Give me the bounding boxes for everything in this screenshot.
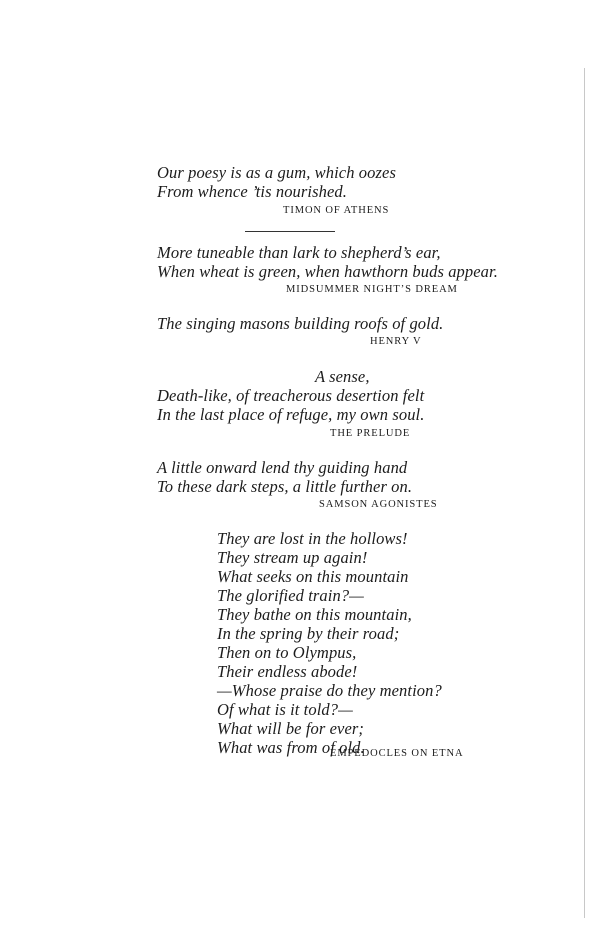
verse-line: What seeks on this mountain [217, 567, 409, 586]
verse-line: A sense, [315, 367, 370, 386]
verse-line: To these dark steps, a little further on. [157, 477, 413, 496]
verse-line: A little onward lend thy guiding hand [157, 458, 408, 477]
quote-midsummer [157, 243, 498, 281]
verse-line: What will be for ever; [217, 719, 365, 738]
verse-line: In the spring by their road; [217, 624, 400, 643]
divider-rule [245, 231, 335, 232]
source-attribution: THE PRELUDE [330, 428, 411, 439]
verse-line: Of what is it told?— [217, 700, 353, 719]
verse-line: Death-like, of treacherous desertion felt [157, 386, 425, 405]
quote-timon [157, 163, 396, 201]
verse-line: Their endless abode! [217, 662, 358, 681]
verse-line: They bathe on this mountain, [217, 605, 412, 624]
verse-line: They stream up again! [217, 548, 368, 567]
source-attribution: TIMON OF ATHENS [283, 205, 390, 216]
verse-line: They are lost in the hollows! [217, 529, 408, 548]
quote-henry-v [157, 314, 443, 333]
verse-line: When wheat is green, when hawthorn buds appear. [157, 262, 498, 281]
verse-line: The glorified train?— [217, 586, 364, 605]
quote-empedocles [217, 529, 442, 757]
verse-line: —Whose praise do they mention? [217, 681, 442, 700]
source-attribution: EMPEDOCLES ON ETNA [330, 748, 464, 759]
page-edge-line [584, 68, 585, 918]
verse-line: More tuneable than lark to shepherd’s ear, [157, 243, 441, 262]
verse-line: From whence ’tis nourished. [157, 182, 347, 201]
verse-line: Then on to Olympus, [217, 643, 357, 662]
verse-line: Our poesy is as a gum, which oozes [157, 163, 396, 182]
verse-line: What was from of old. [217, 738, 365, 757]
source-attribution: SAMSON AGONISTES [319, 499, 438, 510]
verse-line: The singing masons building roofs of gold. [157, 314, 444, 333]
verse-line: In the last place of refuge, my own soul. [157, 405, 425, 424]
quote-prelude [157, 367, 424, 424]
source-attribution: MIDSUMMER NIGHT’S DREAM [286, 284, 458, 295]
source-attribution: HENRY V [370, 336, 422, 347]
quote-samson [157, 458, 412, 496]
